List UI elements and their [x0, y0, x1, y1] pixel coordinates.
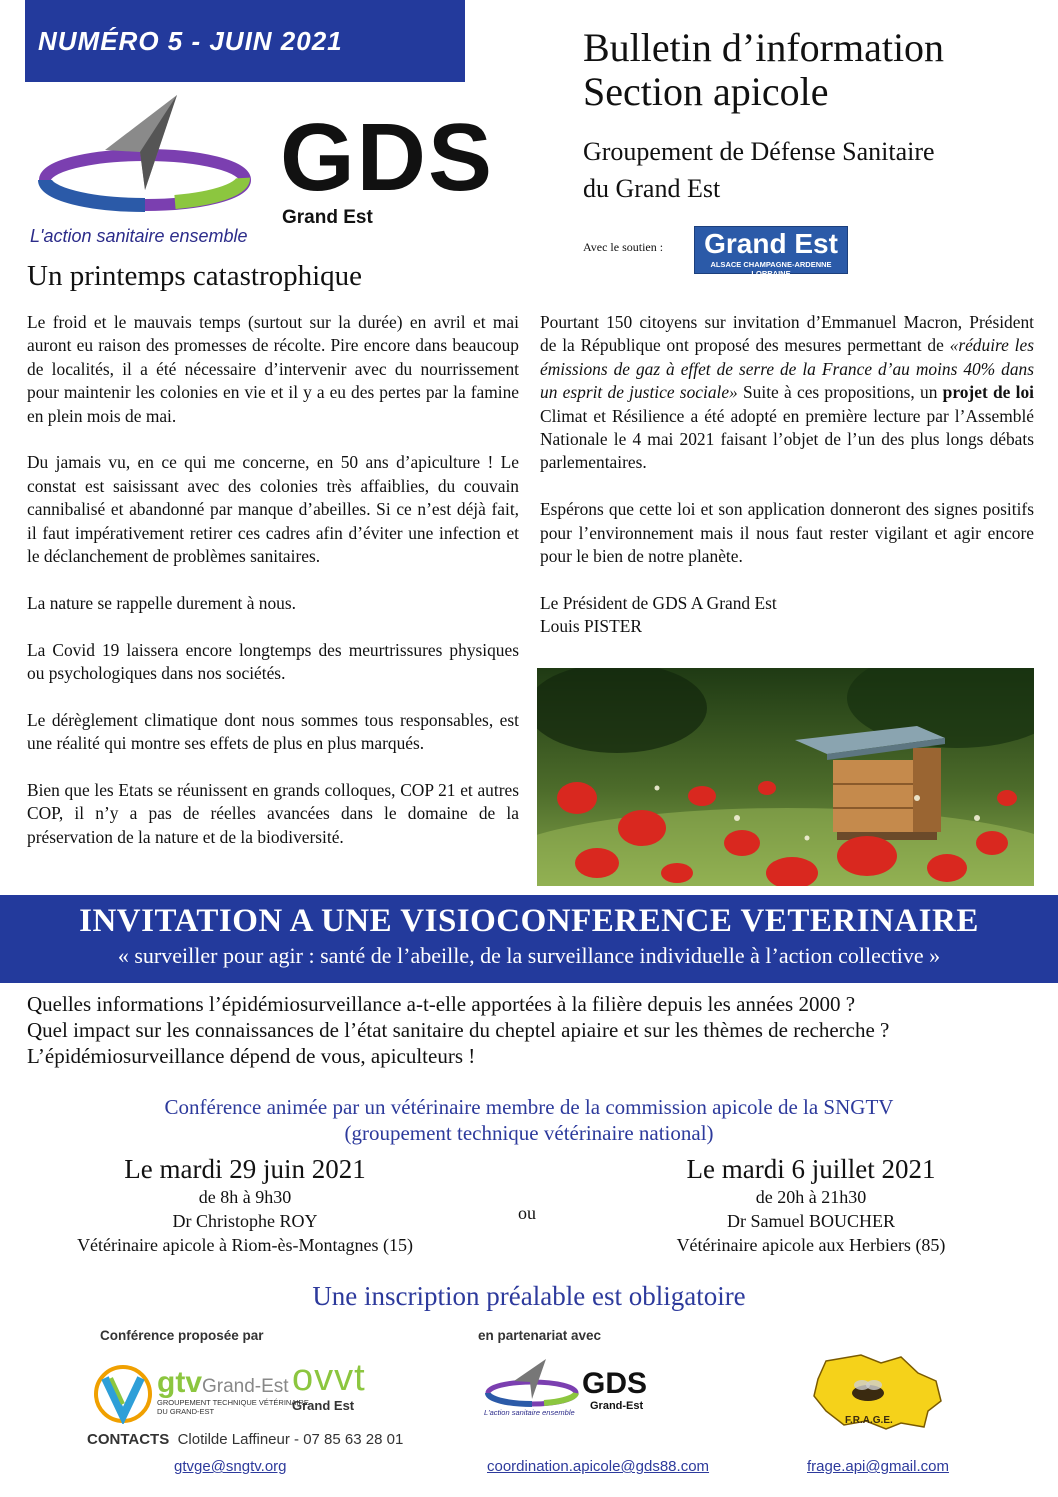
partnership-label: en partenariat avec	[478, 1328, 602, 1343]
title-line-2: Section apicole	[583, 69, 829, 114]
proposed-by-label: Conférence proposée par	[100, 1328, 264, 1343]
signature	[540, 592, 1034, 639]
session-speaker: Dr Christophe ROY	[172, 1211, 318, 1231]
article-heading: Un printemps catastrophique	[27, 260, 363, 292]
gds-partner-tagline: L'action sanitaire ensemble	[484, 1408, 575, 1417]
ovvt-region: Grand Est	[292, 1398, 355, 1413]
gtv-logo	[157, 1366, 309, 1416]
email-gds88[interactable]: coordination.apicole@gds88.com	[487, 1458, 710, 1475]
session-2	[596, 1153, 1026, 1257]
article-left-column	[27, 311, 519, 873]
gds-partner-region: Grand-Est	[590, 1400, 644, 1412]
signature-line-2: Louis PISTER	[540, 616, 642, 637]
subtitle-line-2: du Grand Est	[583, 174, 721, 203]
gtv-sub-1: GROUPEMENT TECHNIQUE VÉTÉRINAIRE	[157, 1398, 309, 1407]
paragraph: La nature se rappelle durement à nous.	[27, 592, 296, 613]
bold-text: projet de loi	[942, 382, 1034, 403]
article-right-column	[540, 311, 1034, 639]
paragraph: Du jamais vu, en ce qui me concerne, en 50 ans d’apiculture ! Le constat est saisissant avec des colonies très affaiblies, du couvain cannibalisé et abandonné par manque d’abeilles. Si ce n’est déjà fait, il faut impérativement retirer ces cadres afin d’éviter une infection et le déclanchement de problèmes sanitaires.	[27, 452, 519, 567]
gds-tagline: L'action sanitaire ensemble	[30, 226, 248, 246]
banner-subtitle: « surveiller pour agir : santé de l’abeille, de la surveillance individuelle à l’action collective »	[117, 943, 941, 968]
gds-partner-swoosh	[484, 1357, 582, 1409]
gtv-v-icon	[93, 1364, 155, 1424]
paragraph: Bien que les Etats se réunissent en grands colloques, COP 21 et autres COP, il n’y a pas de réelles avancées dans le domaine de la préservation de la nature et de la biodiversité.	[27, 780, 519, 847]
gtv-region: Grand-Est	[202, 1376, 289, 1397]
question: L’épidémiosurveillance dépend de vous, apiculteurs !	[27, 1044, 476, 1068]
gds-partner-logo	[582, 1368, 647, 1412]
bulletin-subtitle	[583, 133, 935, 207]
invitation-banner	[0, 895, 1058, 983]
session-date: Le mardi 6 juillet 2021	[686, 1154, 936, 1184]
session-role: Vétérinaire apicole aux Herbiers (85)	[676, 1235, 946, 1255]
email-gtvge[interactable]: gtvge@sngtv.org	[174, 1458, 287, 1475]
contacts	[87, 1431, 403, 1448]
title-line-1: Bulletin d’information	[583, 25, 945, 70]
text-span: Climat et Résilience a été adopté en première lecture par l’Assemblé Nationale le 4 mai 2021 faisant l’objet de l’un des plus longs débats parlementaires.	[540, 405, 1034, 473]
subtitle-line-1: Groupement de Défense Sanitaire	[583, 137, 935, 166]
ovvt-logo	[292, 1358, 366, 1413]
gtv-sub-2: DU GRAND-EST	[157, 1407, 215, 1416]
support-label: Avec le soutien :	[583, 240, 664, 254]
questions	[27, 991, 1047, 1069]
conference-line-2: (groupement technique vétérinaire national)	[344, 1121, 714, 1145]
issue-number: NUMÉRO 5 - JUIN 2021	[38, 26, 343, 56]
ovvt-name: ovvt	[292, 1357, 366, 1399]
session-time: de 8h à 9h30	[198, 1187, 292, 1207]
beehive-photo	[537, 668, 1034, 886]
gds-partner-name: GDS	[582, 1367, 648, 1400]
gds-logo-region: Grand Est	[282, 207, 373, 228]
quote: «réduire les émissions de gaz à effet de serre de la France d’au moins 40% dans un esprit de justice sociale»	[540, 335, 1034, 403]
question: Quel impact sur les connaissances de l’état sanitaire du cheptel apiaire et sur les thèmes de recherche ?	[27, 1018, 890, 1042]
gds-logo-text: GDS	[280, 104, 495, 211]
session-date: Le mardi 29 juin 2021	[124, 1154, 366, 1184]
conference-line-1: Conférence animée par un vétérinaire membre de la commission apicole de la SNGTV	[164, 1095, 894, 1119]
frage-label: F.R.A.G.E.	[845, 1415, 893, 1426]
registration-notice: Une inscription préalable est obligatoire	[312, 1281, 746, 1311]
question: Quelles informations l’épidémiosurveillance a-t-elle apportées à la filière depuis les années 2000 ?	[27, 992, 856, 1016]
paragraph: Espérons que cette loi et son application donneront des signes positifs pour l’environnement mais il nous faut rester vigilant et agir encore pour le bien de notre planète.	[540, 499, 1034, 567]
contacts-value: Clotilde Laffineur - 07 85 63 28 01	[177, 1431, 404, 1448]
session-speaker: Dr Samuel BOUCHER	[727, 1211, 895, 1231]
session-role: Vétérinaire apicole à Riom-ès-Montagnes (15)	[77, 1235, 413, 1255]
paragraph: La Covid 19 laissera encore longtemps des meurtrissures physiques ou psychologiques dans nos sociétés.	[27, 639, 519, 684]
contacts-label: CONTACTS	[87, 1431, 170, 1448]
conference-info	[0, 1094, 1058, 1146]
region-logo-text: Grand Est	[704, 228, 838, 259]
region-logo-sub: ALSACE CHAMPAGNE-ARDENNE LORRAINE	[710, 260, 832, 278]
session-1	[30, 1153, 460, 1257]
banner-title: INVITATION A UNE VISIOCONFERENCE VETERINAIRE	[79, 903, 979, 939]
gds-swoosh-logo	[25, 90, 275, 220]
paragraph: Le dérèglement climatique dont nous sommes tous responsables, est une réalité qui montre ses effets de plus en plus marqués.	[27, 709, 519, 754]
paragraph: Le froid et le mauvais temps (surtout sur la durée) en avril et mai auront eu raison des promesses de récolte. Pire encore dans beaucoup de localités, il a été nécessaire d’intervenir avec du nourrissement pour maintenir les colonies en vie et il y a eu des pertes par la famine en plein mois de mai.	[27, 312, 519, 426]
paragraph	[540, 311, 1034, 475]
email-frage[interactable]: frage.api@gmail.com	[807, 1458, 949, 1475]
or-label: ou	[518, 1203, 536, 1223]
bulletin-title	[583, 26, 944, 114]
gtv-name: gtv	[157, 1366, 202, 1399]
session-time: de 20h à 21h30	[755, 1187, 867, 1207]
region-grand-est-logo	[694, 226, 848, 278]
signature-line-1: Le Président de GDS A Grand Est	[540, 592, 777, 613]
text-span: Pourtant 150 citoyens sur invitation d’Emmanuel Macron, Président de la République ont proposé des mesures permettant de	[540, 312, 1034, 356]
text-span: Suite à ces propositions, un	[737, 382, 943, 403]
